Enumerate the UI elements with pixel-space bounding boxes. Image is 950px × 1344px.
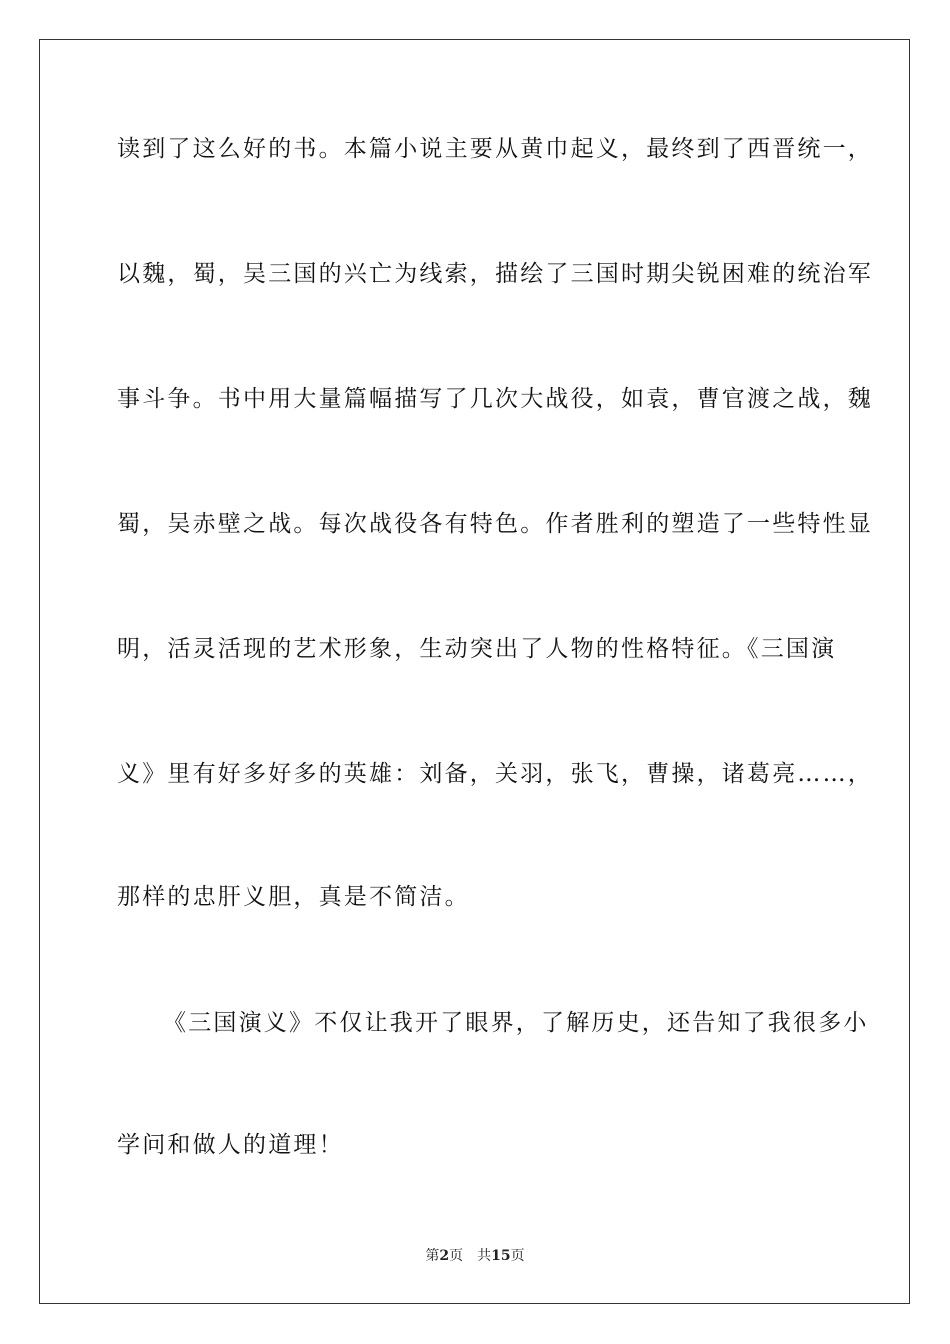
paragraph-first-line: 《三国演义》不仅让我开了眼界，了解历史，还告知了我很多小 — [163, 1010, 869, 1036]
page-border — [39, 39, 910, 1304]
text-line: 读到了这么好的书。本篇小说主要从黄巾起义，最终到了西晋统一， — [117, 136, 873, 162]
total-label-suffix: 页 — [510, 1248, 525, 1264]
total-label-prefix: 共 — [477, 1248, 492, 1264]
text-line: 事斗争。书中用大量篇幅描写了几次大战役，如袁，曹官渡之战，魏 — [117, 386, 873, 412]
page-label-suffix: 页 — [449, 1248, 464, 1264]
text-line: 义》里有好多好多的英雄：刘备，关羽，张飞，曹操，诸葛亮……， — [117, 761, 873, 787]
text-line: 明，活灵活现的艺术形象，生动突出了人物的性格特征。《三国演 — [117, 636, 837, 662]
page-label-prefix: 第 — [425, 1248, 440, 1264]
page-number: 2 — [439, 1248, 450, 1264]
text-line: 以魏，蜀，吴三国的兴亡为线索，描绘了三国时期尖锐困难的统治军 — [117, 261, 873, 287]
text-line: 蜀，吴赤壁之战。每次战役各有特色。作者胜利的塑造了一些特性显 — [117, 511, 873, 537]
total-pages: 15 — [491, 1248, 511, 1264]
text-line: 学问和做人的道理！ — [117, 1132, 344, 1158]
page-footer — [0, 1246, 950, 1266]
text-line: 那样的忠肝义胆，真是不简洁。 — [117, 884, 470, 910]
